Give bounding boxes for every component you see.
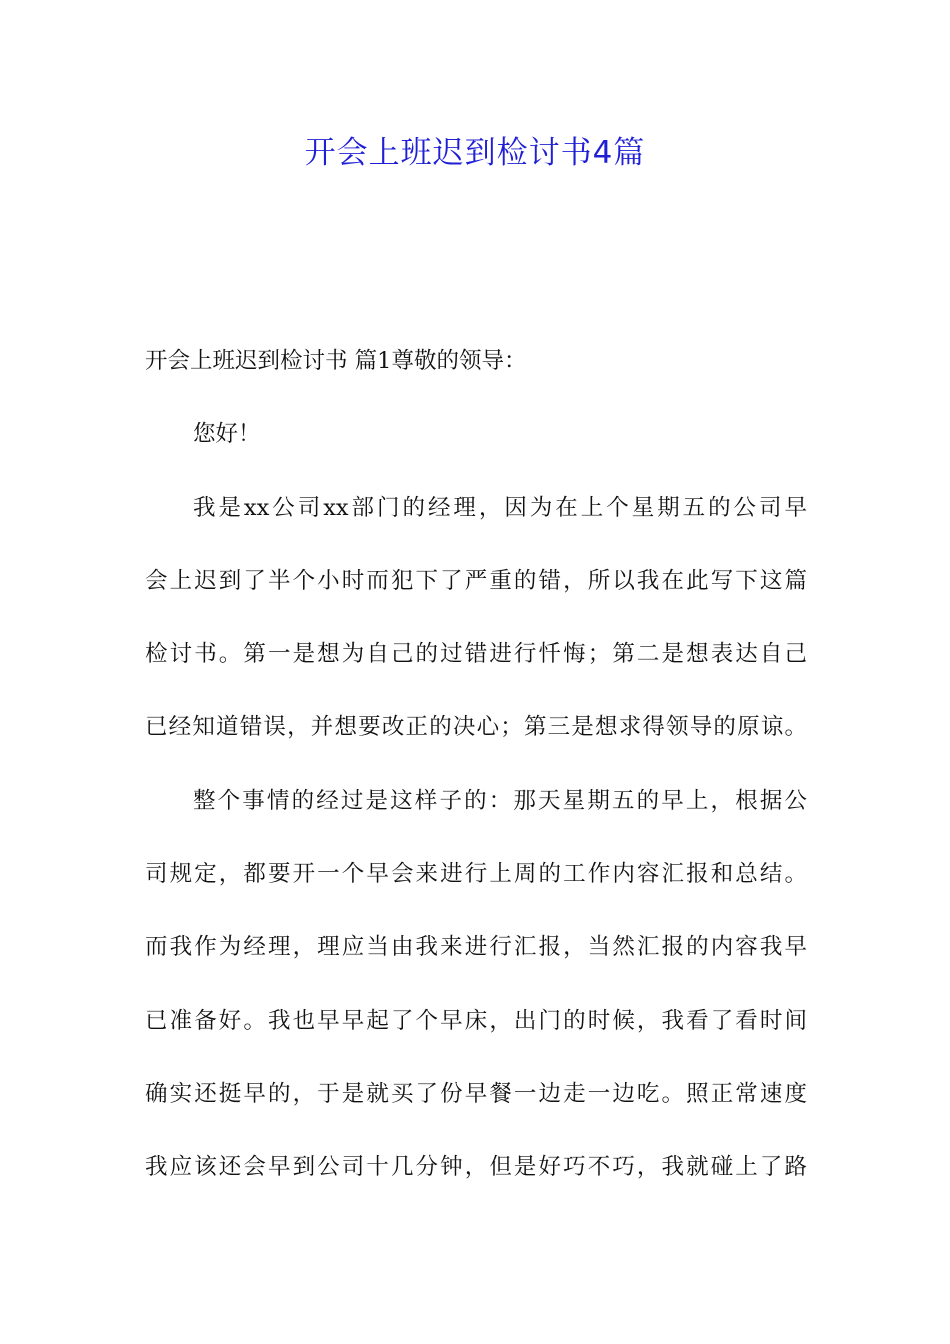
document-body <box>145 337 807 1217</box>
paragraph-line: 已准备好。我也早早起了个早床，出门的时候，我看了看时间 <box>145 1007 807 1034</box>
paragraph-line: 而我作为经理，理应当由我来进行汇报，当然汇报的内容我早 <box>145 934 807 961</box>
paragraph-line: 确实还挺早的，于是就买了份早餐一边走一边吃。照正常速度 <box>145 1080 807 1107</box>
paragraph-line: 我应该还会早到公司十几分钟，但是好巧不巧，我就碰上了路 <box>145 1154 807 1181</box>
paragraph-line: 我是xx公司xx部门的经理，因为在上个星期五的公司早 <box>193 494 807 521</box>
section-heading-line: 开会上班迟到检讨书 篇1尊敬的领导： <box>145 348 527 374</box>
paragraph-line: 会上迟到了半个小时而犯下了严重的错，所以我在此写下这篇 <box>145 567 807 594</box>
greeting-line: 您好！ <box>193 421 261 448</box>
paragraph-line: 检讨书。第一是想为自己的过错进行忏悔；第二是想表达自己 <box>145 641 807 668</box>
paragraph-line: 已经知道错误，并想要改正的决心；第三是想求得领导的原谅。 <box>145 714 807 741</box>
paragraph-line: 整个事情的经过是这样子的：那天星期五的早上，根据公 <box>193 787 807 814</box>
paragraph-line: 司规定，都要开一个早会来进行上周的工作内容汇报和总结。 <box>145 861 807 888</box>
document-title: 开会上班迟到检讨书4篇 <box>304 135 646 171</box>
